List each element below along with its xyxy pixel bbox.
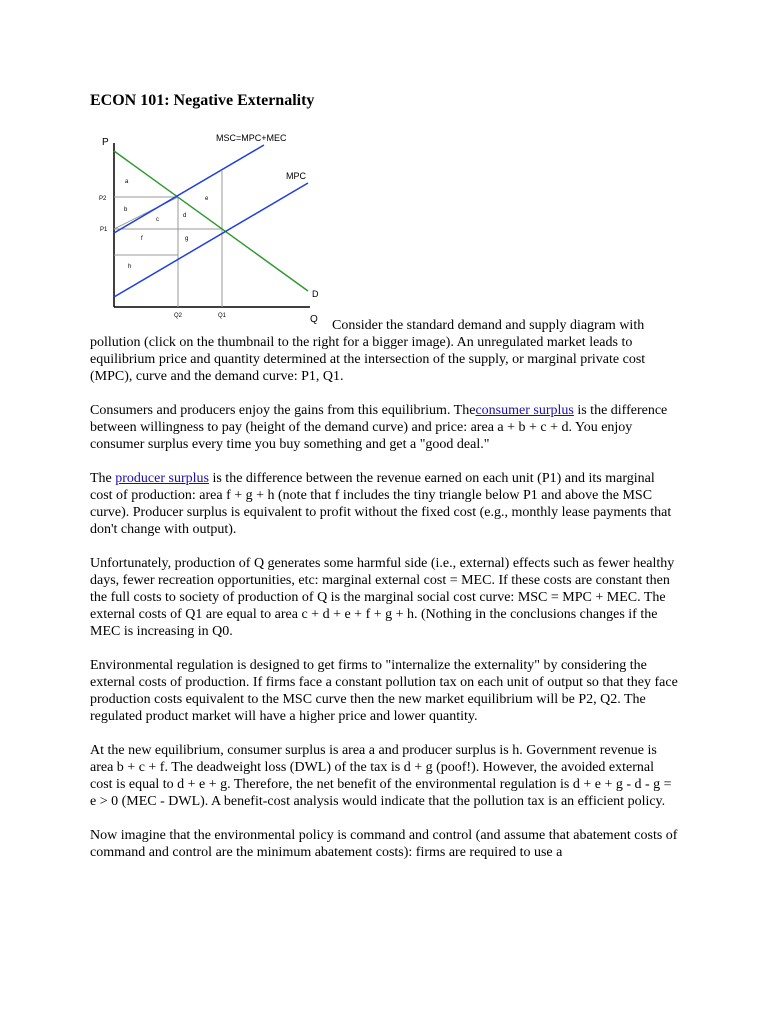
paragraph-1: pollution (click on the thumbnail to the right for a bigger image). An unregulated market leads to equilibrium price and quantity determined at the intersection of the supply, or marginal private cost (MPC), curve and the demand curve: P1, Q1. <box>90 335 646 384</box>
msc-label: MSC=MPC+MEC <box>216 133 287 143</box>
paragraph-5: Environmental regulation is designed to get firms to "internalize the externality" by considering the external costs of production. If firms face a constant pollution tax on each unit of output so that they face production costs equivalent to the MSC curve then the new market equilibrium will be P2, Q2. The regulated product market will have a higher price and lower quantity. <box>90 658 678 724</box>
q1-label: Q1 <box>218 313 227 319</box>
area-c-label: c <box>156 217 159 223</box>
q2-label: Q2 <box>174 313 183 319</box>
area-b-label: b <box>124 207 128 213</box>
area-e-label: e <box>205 196 209 202</box>
paragraph-7: Now imagine that the environmental policy is command and control (and assume that abatement costs of command and control are the minimum abatement costs): firms are required to use a <box>90 828 678 860</box>
mpc-curve <box>114 183 308 297</box>
area-g-label: g <box>185 236 189 242</box>
externality-diagram[interactable] <box>90 125 326 325</box>
consumer-surplus-link[interactable]: consumer surplus <box>475 403 574 418</box>
demand-label: D <box>312 289 319 299</box>
msc-curve <box>114 145 264 233</box>
producer-surplus-link[interactable]: producer surplus <box>115 471 209 486</box>
page-title: ECON 101: Negative Externality <box>90 92 315 109</box>
paragraph-3 <box>90 470 680 538</box>
p-axis-label: P <box>102 137 109 148</box>
area-d-label: d <box>183 213 187 219</box>
paragraph-3-before: The <box>90 471 116 486</box>
article-body <box>90 334 680 878</box>
paragraph-3-after: is the difference between the revenue earned on each unit (P1) and its marginal cost of production: area f + g + h (note that f includes the tiny triangle below P1 and above the MSC curve). Producer surplus is equivalent to profit without the fixed cost (e.g., monthly lease payments that don't change with output). <box>90 471 672 537</box>
area-h-label: h <box>128 264 132 270</box>
paragraph-6: At the new equilibrium, consumer surplus is area a and producer surplus is h. Government revenue is area b + c + f. The deadweight loss (DWL) of the tax is d + g (poof!). However, the avoided external cost is equal to d + e + g. Therefore, the net benefit of the environmental regulation is d + e + g - d - g = e > 0 (MEC - DWL). A benefit-cost analysis would indicate that the pollution tax is an efficient policy. <box>90 743 672 809</box>
paragraph-2-after: is the difference between willingness to pay (height of the demand curve) and price: area a + b + c + d. You enjoy consumer surplus every time you buy something and get a "good deal." <box>90 403 668 452</box>
paragraph-4: Unfortunately, production of Q generates some harmful side (i.e., external) effects such as fewer healthy days, fewer recreation opportunities, etc: marginal external cost = MEC. If these costs are constant then the full costs to society of production of Q is the marginal social cost curve: MSC = MPC + MEC. The external costs of Q1 are equal to area c + d + e + f + g + h. (Nothing in the conclusions changes if the MEC is increasing in Q0. <box>90 556 675 639</box>
q-axis-label: Q <box>310 314 318 325</box>
paragraph-2-before: Consumers and producers enjoy the gains from this equilibrium. The <box>90 403 476 418</box>
p1-label: P1 <box>100 227 108 233</box>
intro-sentence: Consider the standard demand and supply diagram with <box>332 318 645 333</box>
demand-curve <box>114 151 308 291</box>
area-f-label: f <box>141 236 143 242</box>
p2-label: P2 <box>99 196 107 202</box>
mpc-label: MPC <box>286 171 306 181</box>
paragraph-2 <box>90 402 680 453</box>
area-a-label: a <box>125 179 129 185</box>
